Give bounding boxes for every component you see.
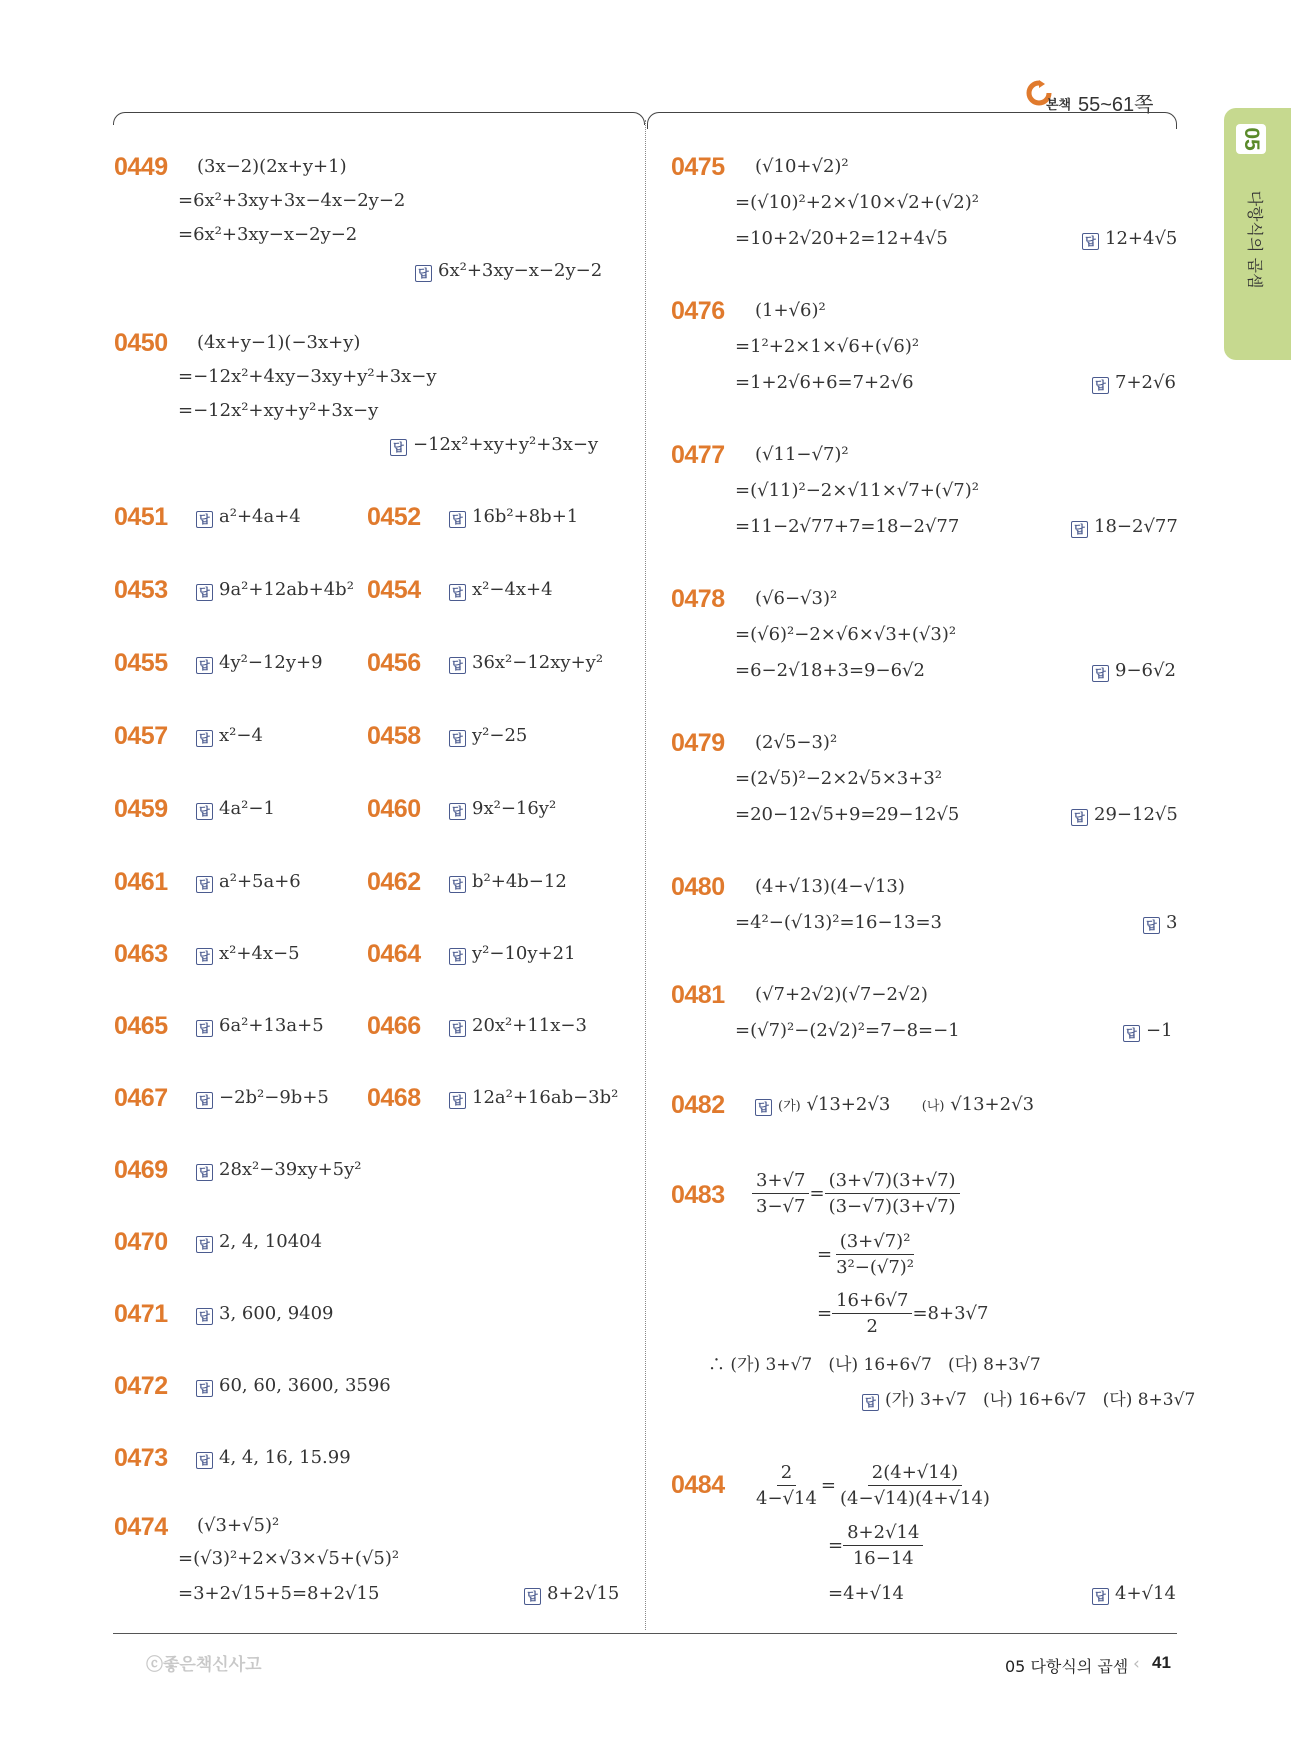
fraction-line: = $\frac{8+2√14}{16-14}$ — [828, 1522, 923, 1569]
answer-mark-icon: 답 — [449, 657, 466, 674]
therefore-line: ∴ (가) 3+√7 (나) 16+6√7 (다) 8+3√7 — [708, 1355, 1041, 1375]
solution-line: =(√7)²−(2√2)²=7−8=−1 — [735, 1020, 960, 1041]
solution-line: =−12x²+4xy−3xy+y²+3x−y — [178, 366, 437, 387]
answer: 답 29−12√5 — [1071, 804, 1178, 826]
answer-mark-icon: 답 — [1071, 809, 1088, 826]
answer: 답 2, 4, 10404 — [196, 1231, 322, 1253]
solution-line: =6−2√18+3=9−6√2 — [735, 660, 925, 681]
chapter-tab-number: 05 — [1236, 124, 1266, 154]
fraction-line: = $\frac{\text{(3+√7)²}}{\text{3²−(√7)²}}$ — [817, 1231, 915, 1278]
chevron-left-icon: ‹ — [1133, 1654, 1140, 1674]
solution-line: =(√6)²−2×√6×√3+(√3)² — [735, 624, 957, 645]
answer-mark-icon: 답 — [1092, 665, 1109, 682]
answer-mark-icon: 답 — [755, 1099, 772, 1116]
problem-number: 0478 — [671, 585, 725, 613]
answer-mark-icon: 답 — [196, 948, 213, 965]
problem-number: 0466 — [367, 1012, 421, 1040]
solution-line: =10+2√20+2=12+4√5 — [735, 228, 948, 249]
solution-line: (2√5−3)² — [755, 732, 838, 753]
answer-mark-icon: 답 — [196, 1452, 213, 1469]
problem-number: 0460 — [367, 795, 421, 823]
answer-mark-icon: 답 — [196, 1092, 213, 1109]
answer-mark-icon: 답 — [390, 439, 407, 456]
solution-line: (√6−√3)² — [755, 588, 838, 609]
answer: 답 −1 — [1123, 1020, 1173, 1042]
answer-mark-icon: 답 — [196, 730, 213, 747]
problem-number: 0473 — [114, 1444, 168, 1472]
answer: 답 9a²+12ab+4b² — [196, 579, 354, 601]
footer-chapter: 05 다항식의 곱셈 — [1005, 1657, 1129, 1676]
problem-number: 0483 — [671, 1181, 725, 1209]
problem-number: 0464 — [367, 940, 421, 968]
answer-mark-icon: 답 — [196, 803, 213, 820]
answer-mark-icon: 답 — [524, 1588, 541, 1605]
answer: 답 12a²+16ab−3b² — [449, 1087, 618, 1109]
problem-number: 0463 — [114, 940, 168, 968]
problem-number: 0455 — [114, 649, 168, 677]
solution-line: (√3+√5)² — [197, 1515, 280, 1536]
answer: 답 −12x²+xy+y²+3x−y — [390, 434, 598, 456]
column-divider — [645, 120, 646, 1630]
answer: 답 (가) 3+√7 (나) 16+6√7 (다) 8+3√7 — [862, 1385, 1195, 1411]
answer: 답 4y²−12y+9 — [196, 652, 323, 674]
answer: 답 b²+4b−12 — [449, 871, 567, 893]
answer-mark-icon: 답 — [1082, 233, 1099, 250]
solution-line: =1+2√6+6=7+2√6 — [735, 372, 914, 393]
problem-number: 0474 — [114, 1513, 168, 1541]
solution-line: =6x²+3xy−x−2y−2 — [178, 224, 358, 245]
answer: 답 7+2√6 — [1092, 372, 1176, 394]
solution-line: =6x²+3xy+3x−4x−2y−2 — [178, 190, 406, 211]
answer: 답 12+4√5 — [1082, 228, 1177, 250]
problem-number: 0468 — [367, 1084, 421, 1112]
answer-mark-icon: 답 — [196, 876, 213, 893]
solution-line: =(√10)²+2×√10×√2+(√2)² — [735, 192, 979, 213]
answer-mark-icon: 답 — [449, 1020, 466, 1037]
problem-number: 0451 — [114, 503, 168, 531]
answer: 답 36x²−12xy+y² — [449, 652, 603, 674]
problem-number: 0469 — [114, 1156, 168, 1184]
answer: 답 16b²+8b+1 — [449, 506, 578, 528]
problem-number: 0461 — [114, 868, 168, 896]
problem-number: 0467 — [114, 1084, 168, 1112]
problem-number: 0482 — [671, 1091, 725, 1119]
answer-mark-icon: 답 — [196, 657, 213, 674]
fraction-line: $\frac{3+√7}{3-√7}$ = $\frac{(3+√7)(3+√7)}{(3-√7)(3+√7)}$ — [752, 1170, 960, 1217]
solution-line: (1+√6)² — [755, 300, 826, 321]
header-book-label: 본책 — [1046, 97, 1072, 112]
solution-line: =11−2√77+7=18−2√77 — [735, 516, 960, 537]
problem-number: 0481 — [671, 981, 725, 1009]
solution-line: (4+√13)(4−√13) — [755, 876, 905, 897]
answer-mark-icon: 답 — [415, 265, 432, 282]
answer-mark-icon: 답 — [1092, 377, 1109, 394]
solution-line: (4x+y−1)(−3x+y) — [197, 332, 361, 353]
answer: 답 (가) √13+2√3 (나) √13+2√3 — [755, 1094, 1034, 1116]
answer-mark-icon: 답 — [862, 1394, 879, 1411]
solution-line: =(2√5)²−2×2√5×3+3² — [735, 768, 942, 789]
answer: 답 3 — [1143, 912, 1177, 934]
solution-line: =−12x²+xy+y²+3x−y — [178, 400, 379, 421]
answer: 답 20x²+11x−3 — [449, 1015, 587, 1037]
footer-rule — [113, 1633, 1177, 1634]
problem-number: 0471 — [114, 1300, 168, 1328]
answer: 답 y²−10y+21 — [449, 943, 576, 965]
answer-mark-icon: 답 — [196, 1020, 213, 1037]
chapter-side-tab — [1224, 108, 1291, 360]
problem-number: 0449 — [114, 153, 168, 181]
problem-number: 0475 — [671, 153, 725, 181]
page-number: 41 — [1152, 1653, 1171, 1672]
answer: 답 6x²+3xy−x−2y−2 — [415, 260, 602, 282]
answer-mark-icon: 답 — [449, 584, 466, 601]
answer-mark-icon: 답 — [449, 730, 466, 747]
answer: 답 x²−4x+4 — [449, 579, 553, 601]
answer: 답 9−6√2 — [1092, 660, 1176, 682]
problem-number: 0484 — [671, 1471, 725, 1499]
solution-line: (√11−√7)² — [755, 444, 849, 465]
answer: 답 a²+4a+4 — [196, 506, 301, 528]
problem-number: 0457 — [114, 722, 168, 750]
answer-mark-icon: 답 — [196, 1380, 213, 1397]
problem-number: 0454 — [367, 576, 421, 604]
problem-number: 0453 — [114, 576, 168, 604]
answer-mark-icon: 답 — [196, 1308, 213, 1325]
answer: 답 x²−4 — [196, 725, 263, 747]
answer-mark-icon: 답 — [196, 511, 213, 528]
answer: 답 4+√14 — [1092, 1583, 1176, 1605]
answer: 답 18−2√77 — [1071, 516, 1178, 538]
answer-mark-icon: 답 — [449, 876, 466, 893]
problem-number: 0456 — [367, 649, 421, 677]
answer: 답 60, 60, 3600, 3596 — [196, 1375, 391, 1397]
problem-number: 0470 — [114, 1228, 168, 1256]
fraction-line: $\frac{2}{4-√14}$ = $\frac{2(4+√14)}{(4-√14)(4+√14)}$ — [756, 1462, 990, 1509]
left-column-top-border — [113, 112, 645, 125]
chapter-tab-title: 다항식의 곱셈 — [1245, 190, 1265, 289]
answer: 답 x²+4x−5 — [196, 943, 300, 965]
problem-number: 0479 — [671, 729, 725, 757]
solution-line: (√10+√2)² — [755, 156, 849, 177]
problem-number: 0450 — [114, 329, 168, 357]
problem-number: 0480 — [671, 873, 725, 901]
right-column-top-border — [647, 112, 1177, 129]
problem-number: 0465 — [114, 1012, 168, 1040]
answer-mark-icon: 답 — [449, 803, 466, 820]
problem-number: 0462 — [367, 868, 421, 896]
problem-number: 0458 — [367, 722, 421, 750]
answer-mark-icon: 답 — [196, 1236, 213, 1253]
answer-mark-icon: 답 — [196, 584, 213, 601]
solution-line: =(√3)²+2×√3×√5+(√5)² — [178, 1548, 400, 1569]
solution-line: (3x−2)(2x+y+1) — [197, 156, 347, 177]
solution-line: (√7+2√2)(√7−2√2) — [755, 984, 928, 1005]
solution-line: =(√11)²−2×√11×√7+(√7)² — [735, 480, 979, 501]
answer: 답 y²−25 — [449, 725, 527, 747]
problem-number: 0477 — [671, 441, 725, 469]
answer: 답 4a²−1 — [196, 798, 275, 820]
answer: 답 6a²+13a+5 — [196, 1015, 324, 1037]
answer: 답 4, 4, 16, 15.99 — [196, 1447, 351, 1469]
answer: 답 −2b²−9b+5 — [196, 1087, 329, 1109]
answer: 답 8+2√15 — [524, 1583, 619, 1605]
answer: 답 3, 600, 9409 — [196, 1303, 334, 1325]
solution-line: =4+√14 — [828, 1583, 904, 1604]
publisher-mark: ⓒ좋은책신사고 — [146, 1655, 262, 1675]
problem-number: 0472 — [114, 1372, 168, 1400]
answer-mark-icon: 답 — [449, 511, 466, 528]
solution-line: =3+2√15+5=8+2√15 — [178, 1583, 380, 1604]
answer-mark-icon: 답 — [1123, 1025, 1140, 1042]
answer-mark-icon: 답 — [1092, 1588, 1109, 1605]
solution-line: =4²−(√13)²=16−13=3 — [735, 912, 942, 933]
answer: 답 9x²−16y² — [449, 798, 556, 820]
answer: 답 a²+5a+6 — [196, 871, 301, 893]
solution-line: =1²+2×1×√6+(√6)² — [735, 336, 920, 357]
header-pages: 55~61쪽 — [1078, 94, 1154, 116]
answer-mark-icon: 답 — [196, 1164, 213, 1181]
problem-number: 0452 — [367, 503, 421, 531]
problem-number: 0476 — [671, 297, 725, 325]
answer-mark-icon: 답 — [449, 948, 466, 965]
answer-mark-icon: 답 — [1071, 521, 1088, 538]
fraction-line: = $\frac{16+6√7}{2}$ =8+3√7 — [817, 1290, 989, 1337]
solution-line: =20−12√5+9=29−12√5 — [735, 804, 960, 825]
answer: 답 28x²−39xy+5y² — [196, 1159, 362, 1181]
problem-number: 0459 — [114, 795, 168, 823]
answer-mark-icon: 답 — [449, 1092, 466, 1109]
answer-mark-icon: 답 — [1143, 917, 1160, 934]
